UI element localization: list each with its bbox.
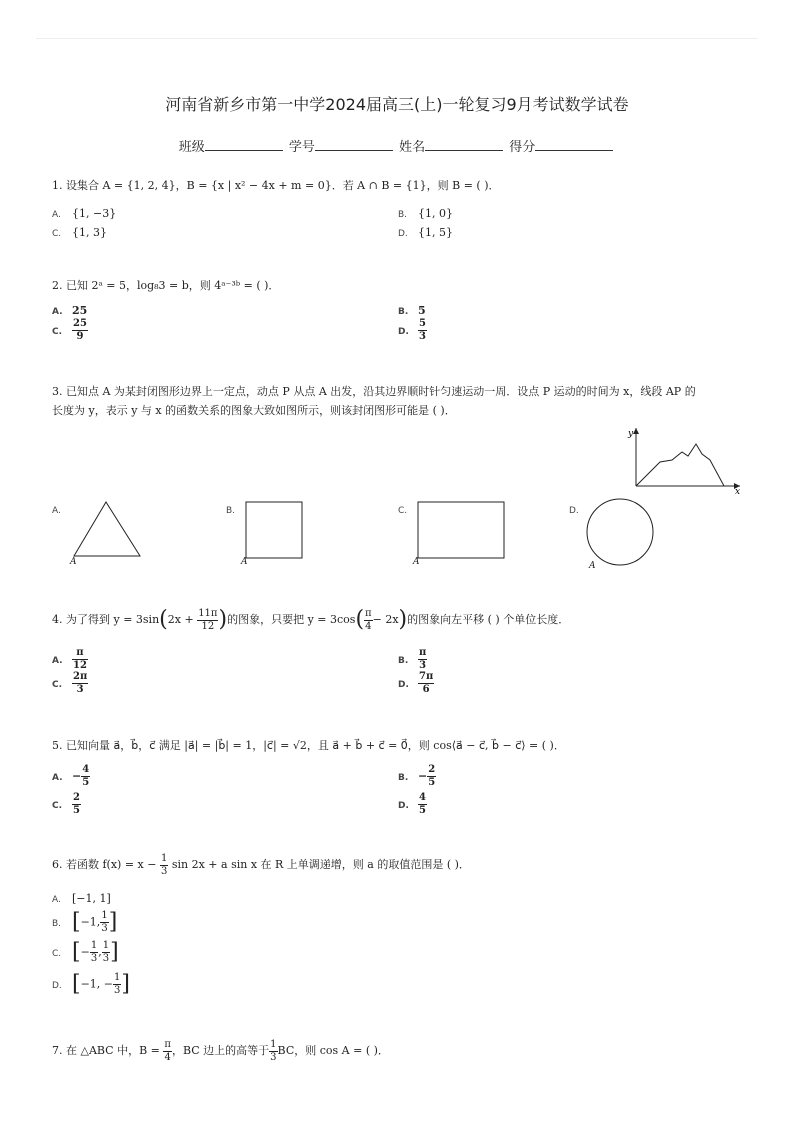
q3-option-a-point: A	[70, 557, 77, 567]
q3-option-d-label[interactable]: D.	[569, 506, 579, 516]
q3-graph-y-label: y	[628, 429, 634, 439]
question-4-stem: 4. 为了得到 y = 3sin(2x + $\frac{11\pi}{12}$ )的图象，只要把 y = 3cos( $\frac{\pi}{4}$ − 2x)的图象向左平移 ( ) 个单位长度．	[52, 607, 570, 632]
q3-function-graph	[622, 424, 746, 496]
info-name-blank[interactable]	[425, 138, 503, 151]
question-3-stem-line1: 3. 已知点 A 为某封闭图形边界上一定点，动点 P 从点 A 出发，沿其边界顺时针匀速运动一周．设点 P 运动的时间为 x，线段 AP 的	[52, 385, 696, 398]
q3-option-c-rectangle[interactable]	[416, 500, 506, 560]
q5-option-a[interactable]: A. − $\frac{4}{5}$	[52, 764, 90, 788]
student-info-row	[0, 136, 794, 155]
q6-option-b[interactable]: B. [−1, $\frac{1}{3}$ ]	[52, 909, 118, 935]
info-name-label: 姓名	[399, 140, 426, 155]
q4-option-d[interactable]: D. $\frac{7\pi}{6}$	[398, 671, 434, 695]
q5-option-c[interactable]: C. $\frac{2}{5}$	[52, 792, 80, 816]
page-title: 河南省新乡市第一中学2024届高三(上)一轮复习9月考试数学试卷	[165, 95, 629, 114]
question-5-stem: 5. 已知向量 a⃗，b⃗，c⃗ 满足 |a⃗| = |b⃗| = 1，|c⃗| = √2，且 a⃗ + b⃗ + c⃗ = 0⃗，则 cos⟨a⃗ − c⃗, b⃗ − c⃗⟩ = ( )．	[52, 739, 565, 752]
q4-option-a[interactable]: A. $\frac{\pi}{12}$	[52, 647, 87, 671]
q3-option-b-square[interactable]	[244, 500, 304, 560]
info-id-blank[interactable]	[315, 138, 393, 151]
q2-option-b[interactable]: B. 5	[398, 304, 426, 317]
question-2-stem: 2. 已知 2ᵃ = 5，log₈3 = b，则 4ᵃ⁻³ᵇ = ( )．	[52, 279, 280, 292]
q4-option-b[interactable]: B. $\frac{\pi}{3}$	[398, 647, 427, 671]
info-class-blank[interactable]	[205, 138, 283, 151]
info-class-label: 班级	[178, 140, 205, 155]
q5-option-d[interactable]: D. $\frac{4}{5}$	[398, 792, 426, 816]
q2-option-c[interactable]: C. $\frac{25}{9}$	[52, 318, 87, 342]
q6-option-a[interactable]: A. [−1, 1]	[52, 892, 111, 905]
q3-option-d-circle[interactable]	[584, 497, 656, 569]
q3-option-c-point: A	[413, 557, 420, 567]
question-6-stem: 6. 若函数 f(x) = x − $\frac{1}{3}$ sin 2x + a sin x 在 R 上单调递增，则 a 的取值范围是 ( )．	[52, 852, 470, 877]
question-1-stem: 1. 设集合 A = {1, 2, 4}，B = {x | x² − 4x + m = 0}．若 A ∩ B = {1}，则 B = ( )．	[52, 179, 500, 192]
q1-option-a[interactable]: A. {1, −3}	[52, 207, 117, 220]
q6-option-d[interactable]: D. [−1, − $\frac{1}{3}$ ]	[52, 971, 130, 997]
q3-option-c-label[interactable]: C.	[398, 506, 408, 516]
q3-graph-x-label: x	[735, 487, 741, 496]
q3-option-a-triangle[interactable]	[70, 498, 144, 560]
info-score-label: 得分	[509, 140, 536, 155]
q4-option-c[interactable]: C. $\frac{2\pi}{3}$	[52, 671, 88, 695]
q3-option-b-label[interactable]: B.	[226, 506, 236, 516]
q2-option-a[interactable]: A. 25	[52, 304, 88, 317]
q3-option-a-label[interactable]: A.	[52, 506, 61, 516]
info-score-blank[interactable]	[535, 138, 613, 151]
q1-option-d[interactable]: D. {1, 5}	[398, 226, 453, 239]
q5-option-b[interactable]: B. − $\frac{2}{5}$	[398, 764, 436, 788]
q1-option-b[interactable]: B. {1, 0}	[398, 207, 453, 220]
header-rule	[36, 38, 758, 39]
q3-option-b-point: A	[241, 557, 248, 567]
question-7-stem: 7. 在 △ABC 中，B = $\frac{\pi}{4}$ ，BC 边上的高等于 $\frac{1}{3}$ BC，则 cos A = ( )．	[52, 1038, 389, 1063]
q2-option-d[interactable]: D. $\frac{5}{3}$	[398, 318, 426, 342]
q6-option-c[interactable]: C. [− $\frac{1}{3}$ , $\frac{1}{3}$ ]	[52, 939, 119, 965]
info-id-label: 学号	[288, 140, 315, 155]
q3-option-d-point: A	[589, 561, 596, 571]
q1-option-c[interactable]: C. {1, 3}	[52, 226, 107, 239]
question-3-stem-line2: 长度为 y，表示 y 与 x 的函数关系的图象大致如图所示，则该封闭图形可能是 ( )．	[52, 404, 456, 417]
